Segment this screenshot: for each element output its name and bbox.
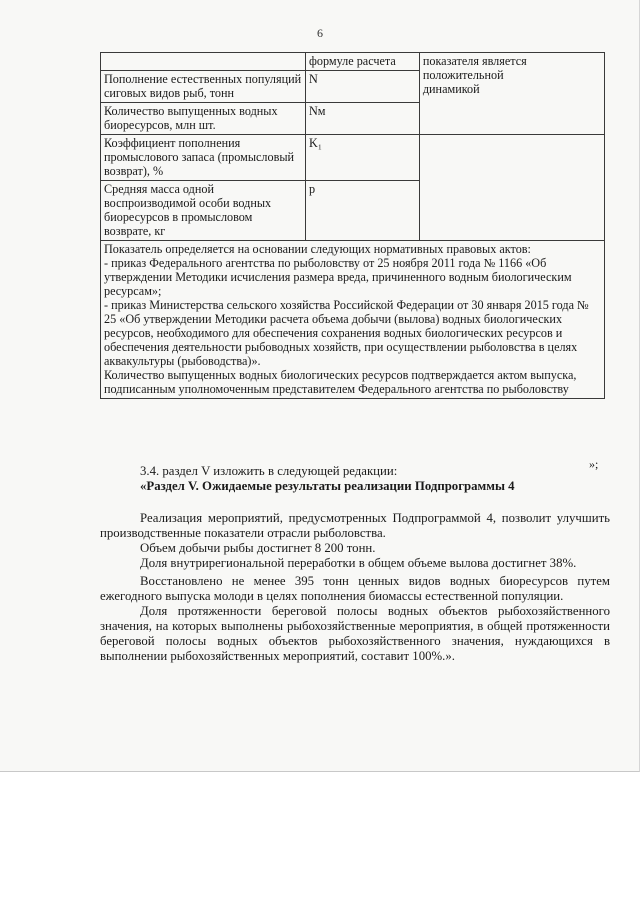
variable-symbol-cell: p: [306, 181, 420, 241]
formula-header-cell: формуле расчета: [306, 53, 420, 71]
note-paragraph: - приказ Министерства сельского хозяйства Российской Федерации от 30 января 2015 года № 25 «Об утверждении Методики расчета объема добычи (вылова) водных биологических ресурсов, необходимого для обеспечения сохранения водных биологических ресурсов и обеспечения деятельности рыбоводных хозяйств, при осуществлении рыболовства в целях аквакультуры (рыбоводства)».: [104, 298, 589, 368]
table-row: [101, 241, 605, 399]
table-row: [101, 135, 605, 181]
page-number: 6: [317, 26, 323, 40]
right-note-line: показателя является: [422, 54, 527, 68]
table-cell-empty: [419, 135, 604, 241]
table-row: [101, 53, 605, 71]
body-paragraph: Доля внутрирегиональной переработки в общем объеме вылова достигнет 38%.: [140, 556, 577, 570]
indicator-table: [100, 52, 605, 399]
section-body: [100, 511, 610, 664]
right-note-line: динамикой: [422, 82, 480, 96]
note-paragraph: Показатель определяется на основании следующих нормативных правовых актов:: [104, 242, 531, 256]
body-paragraph: Объем добычи рыбы достигнет 8 200 тонн.: [140, 541, 376, 555]
note-paragraph: - приказ Федерального агентства по рыболовству от 25 ноября 2011 года № 1166 «Об утверждении Методики исчисления размера вреда, причиненного водным биологическим ресурсам»;: [104, 256, 572, 298]
note-paragraph: Количество выпущенных водных биологических ресурсов подтверждается актом выпуска, подписанным уполномоченным представителем Федерального агентства по рыболовству: [104, 368, 577, 396]
table-cell-empty: [101, 53, 306, 71]
variable-name-cell: Количество выпущенных водных биоресурсов, млн шт.: [101, 103, 306, 135]
variable-symbol-cell: N: [306, 71, 420, 103]
variable-symbol-cell: K₁: [306, 135, 420, 181]
section-intro: 3.4. раздел V изложить в следующей редакции:: [140, 464, 398, 478]
body-paragraph: Доля протяженности береговой полосы водных объектов рыбохозяйственного значения, на которых выполнены рыбохозяйственные мероприятия, в общей протяженности береговой полосы водных объектов рыбохозяйственного значения, нуждающихся в выполнении рыбохозяйственных мероприятий, составит 100%.».: [100, 604, 610, 663]
legal-basis-note: [101, 241, 605, 399]
right-note-line: положительной: [422, 68, 504, 82]
variable-name-cell: Пополнение естественных популяций сиговых видов рыб, тонн: [101, 71, 306, 103]
right-note-cell: [419, 53, 604, 135]
section-intro-block: [100, 464, 610, 494]
section-heading: «Раздел V. Ожидаемые результаты реализации Подпрограммы 4: [140, 479, 515, 493]
closing-quote-mark: »;: [589, 457, 599, 471]
body-paragraph: Реализация мероприятий, предусмотренных Подпрограммой 4, позволит улучшить производственные показатели отрасли рыболовства.: [100, 511, 610, 540]
variable-name-cell: Коэффициент пополнения промыслового запаса (промысловый возврат), %: [101, 135, 306, 181]
body-paragraph: Восстановлено не менее 395 тонн ценных видов водных биоресурсов путем ежегодного выпуска молоди в целях пополнения биомассы естественной популяции.: [100, 574, 610, 603]
variable-symbol-cell: Nм: [306, 103, 420, 135]
variable-name-cell: Средняя масса одной воспроизводимой особи водных биоресурсов в промысловом возврате, кг: [101, 181, 306, 241]
